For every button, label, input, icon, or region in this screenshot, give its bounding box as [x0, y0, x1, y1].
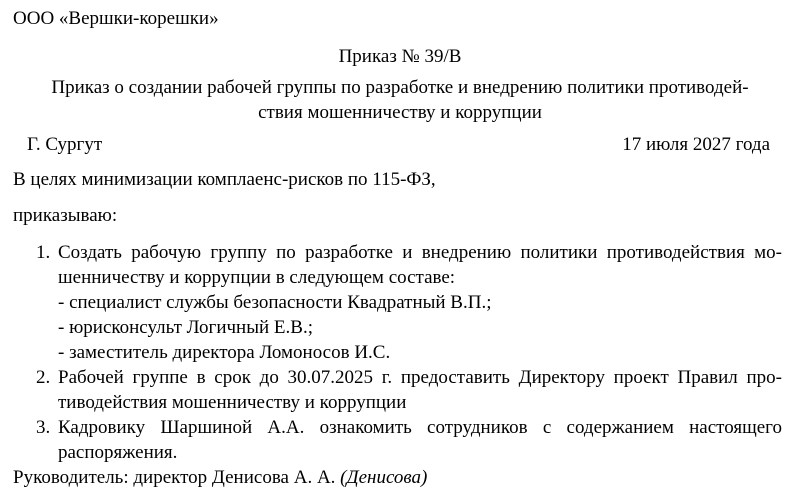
item-number: 3.: [36, 417, 51, 438]
item-2-line-2: тиводействия мошенничеству и коррупции: [58, 392, 407, 413]
order-items-list: [0, 240, 800, 465]
order-verb: приказываю:: [13, 205, 118, 226]
order-date: 17 июля 2027 года: [622, 134, 770, 155]
order-number: Приказ № 39/В: [338, 46, 462, 67]
order-item-3: [0, 415, 800, 465]
order-title: [20, 75, 780, 125]
member-2: - юрисконсульт Логичный Е.В.;: [58, 317, 313, 338]
member-1: - специалист службы безопасности Квадратный В.П.;: [58, 292, 492, 313]
item-number: 2.: [36, 367, 51, 388]
preamble: В целях минимизации комплаенс-рисков по 115-ФЗ,: [13, 169, 436, 190]
company-name: ООО «Вершки-корешки»: [13, 8, 219, 29]
signature: [13, 467, 427, 489]
item-3-line-2: распоряжения.: [58, 442, 178, 463]
item-1-line-2: шенничеству и коррупции в следующем составе:: [58, 267, 456, 288]
item-2-line-1: Рабочей группе в срок до 30.07.2025 г. предоставить Директору проект Правил про-: [58, 367, 782, 388]
signature-name: (Денисова): [340, 467, 428, 488]
item-1-line-1: Создать рабочую группу по разработке и внедрению политики противодействия мо-: [58, 242, 782, 263]
order-item-1: [0, 240, 800, 365]
order-title-line-2: ствия мошенничеству и коррупции: [258, 102, 542, 123]
city: Г. Сургут: [27, 134, 103, 155]
signature-label: Руководитель: директор Денисова А. А.: [13, 467, 341, 488]
item-3-line-1: Кадровику Шаршиной А.А. ознакомить сотрудников с содержанием настоящего: [58, 417, 782, 438]
order-item-2: [0, 365, 800, 415]
item-number: 1.: [36, 242, 51, 263]
member-3: - заместитель директора Ломоносов И.С.: [58, 342, 391, 363]
order-title-line-1: Приказ о создании рабочей группы по разработке и внедрению политики противодей-: [51, 77, 749, 98]
